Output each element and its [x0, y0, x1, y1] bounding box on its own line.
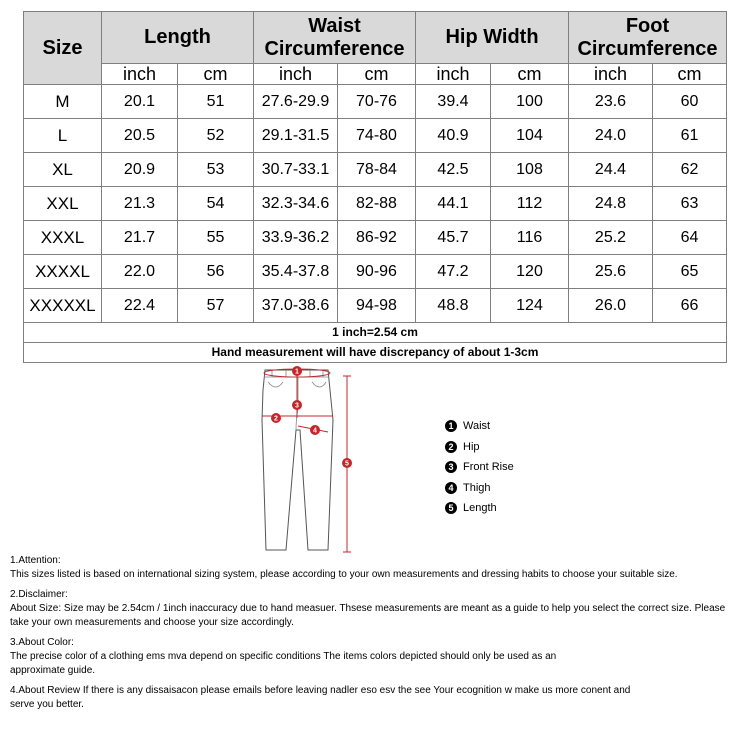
table-row	[24, 153, 727, 187]
value-cell: 62	[653, 153, 727, 187]
value-cell: 120	[491, 255, 569, 289]
value-cell: 22.4	[102, 289, 178, 323]
legend-item-thigh	[445, 478, 514, 499]
value-cell: 25.2	[569, 221, 653, 255]
value-cell: 24.0	[569, 119, 653, 153]
measurement-legend	[445, 416, 514, 519]
value-cell: 23.6	[569, 85, 653, 119]
value-cell: 54	[178, 187, 254, 221]
value-cell: 51	[178, 85, 254, 119]
note-color	[10, 636, 600, 678]
unit-cell: cm	[653, 64, 727, 85]
waist-header: Waist Circumference	[254, 12, 416, 64]
value-cell: 57	[178, 289, 254, 323]
note-attention	[10, 554, 745, 582]
value-cell: 24.4	[569, 153, 653, 187]
legend-label: Hip	[463, 440, 480, 453]
note-body: 4.About Review If there is any dissaisacon please emails before leaving nadler eso esv the see Your ecognition w make us more conent and serve you better.	[10, 685, 631, 710]
discrepancy-note: Hand measurement will have discrepancy of about 1-3cm	[24, 343, 727, 363]
value-cell: 47.2	[416, 255, 491, 289]
note-review	[10, 684, 640, 712]
value-cell: 37.0-38.6	[254, 289, 338, 323]
legend-number: 3	[445, 461, 457, 473]
conversion-note-row	[24, 323, 727, 343]
value-cell: 27.6-29.9	[254, 85, 338, 119]
size-cell: XXL	[24, 187, 102, 221]
legend-item-hip	[445, 437, 514, 458]
size-cell: XXXXXL	[24, 289, 102, 323]
size-cell: L	[24, 119, 102, 153]
unit-cell: inch	[102, 64, 178, 85]
foot-header: Foot Circumference	[569, 12, 727, 64]
size-chart-table	[23, 11, 727, 363]
legend-label: Front Rise	[463, 461, 514, 474]
note-body: This sizes listed is based on international sizing system, please according to your own measurements and dressing habits to choose your suitable size.	[10, 569, 678, 580]
legend-number: 4	[445, 482, 457, 494]
legend-number: 5	[445, 502, 457, 514]
note-disclaimer	[10, 588, 745, 630]
value-cell: 30.7-33.1	[254, 153, 338, 187]
size-header: Size	[24, 12, 102, 85]
value-cell: 21.7	[102, 221, 178, 255]
value-cell: 78-84	[338, 153, 416, 187]
value-cell: 55	[178, 221, 254, 255]
value-cell: 39.4	[416, 85, 491, 119]
value-cell: 112	[491, 187, 569, 221]
size-cell: XXXL	[24, 221, 102, 255]
note-heading: 3.About Color:	[10, 637, 74, 648]
unit-cell: inch	[254, 64, 338, 85]
value-cell: 104	[491, 119, 569, 153]
value-cell: 66	[653, 289, 727, 323]
value-cell: 40.9	[416, 119, 491, 153]
unit-cell: cm	[178, 64, 254, 85]
value-cell: 116	[491, 221, 569, 255]
table-row	[24, 85, 727, 119]
conversion-note: 1 inch=2.54 cm	[24, 323, 727, 343]
value-cell: 35.4-37.8	[254, 255, 338, 289]
hip-header: Hip Width	[416, 12, 569, 64]
pants-drawing	[250, 360, 370, 560]
legend-label: Thigh	[463, 481, 491, 494]
legend-number: 1	[445, 420, 457, 432]
table-row	[24, 221, 727, 255]
value-cell: 108	[491, 153, 569, 187]
value-cell: 74-80	[338, 119, 416, 153]
legend-label: Waist	[463, 420, 491, 433]
size-cell: XL	[24, 153, 102, 187]
value-cell: 26.0	[569, 289, 653, 323]
value-cell: 33.9-36.2	[254, 221, 338, 255]
size-cell: M	[24, 85, 102, 119]
value-cell: 64	[653, 221, 727, 255]
value-cell: 94-98	[338, 289, 416, 323]
value-cell: 24.8	[569, 187, 653, 221]
table-row	[24, 255, 727, 289]
table-header-row	[24, 12, 727, 64]
value-cell: 86-92	[338, 221, 416, 255]
value-cell: 90-96	[338, 255, 416, 289]
value-cell: 20.9	[102, 153, 178, 187]
value-cell: 52	[178, 119, 254, 153]
marker-label-3: 3	[295, 402, 299, 410]
value-cell: 63	[653, 187, 727, 221]
length-header: Length	[102, 12, 254, 64]
value-cell: 25.6	[569, 255, 653, 289]
legend-label: Length	[463, 502, 497, 515]
unit-cell: cm	[491, 64, 569, 85]
value-cell: 20.1	[102, 85, 178, 119]
value-cell: 48.8	[416, 289, 491, 323]
value-cell: 21.3	[102, 187, 178, 221]
value-cell: 44.1	[416, 187, 491, 221]
value-cell: 61	[653, 119, 727, 153]
size-cell: XXXXL	[24, 255, 102, 289]
unit-cell: inch	[416, 64, 491, 85]
table-row	[24, 187, 727, 221]
legend-item-front-rise	[445, 457, 514, 478]
value-cell: 22.0	[102, 255, 178, 289]
value-cell: 82-88	[338, 187, 416, 221]
value-cell: 60	[653, 85, 727, 119]
value-cell: 45.7	[416, 221, 491, 255]
value-cell: 32.3-34.6	[254, 187, 338, 221]
note-body: About Size: Size may be 2.54cm / 1inch inaccuracy due to hand measuer. Thsese measurements are meant as a guide to help you select the correct size. Please take your own measurements and choose your size accordingly.	[10, 603, 726, 628]
pants-measurement-diagram	[250, 360, 370, 560]
value-cell: 29.1-31.5	[254, 119, 338, 153]
legend-number: 2	[445, 441, 457, 453]
note-heading: 2.Disclaimer:	[10, 589, 68, 600]
value-cell: 65	[653, 255, 727, 289]
value-cell: 42.5	[416, 153, 491, 187]
marker-label-4: 4	[313, 427, 317, 435]
marker-label-5: 5	[345, 460, 349, 468]
marker-label-2: 2	[274, 415, 278, 423]
value-cell: 124	[491, 289, 569, 323]
legend-item-length	[445, 498, 514, 519]
unit-cell: cm	[338, 64, 416, 85]
unit-cell: inch	[569, 64, 653, 85]
table-row	[24, 119, 727, 153]
unit-row	[24, 64, 727, 85]
size-notes	[10, 554, 745, 718]
note-heading: 1.Attention:	[10, 555, 61, 566]
value-cell: 53	[178, 153, 254, 187]
value-cell: 56	[178, 255, 254, 289]
legend-item-waist	[445, 416, 514, 437]
table-row	[24, 289, 727, 323]
discrepancy-note-row	[24, 343, 727, 363]
note-body: The precise color of a clothing ems mva depend on specific conditions The items colors depicted should only be used as an approximate guide.	[10, 651, 557, 676]
value-cell: 20.5	[102, 119, 178, 153]
value-cell: 100	[491, 85, 569, 119]
value-cell: 70-76	[338, 85, 416, 119]
marker-label-1: 1	[295, 368, 299, 376]
